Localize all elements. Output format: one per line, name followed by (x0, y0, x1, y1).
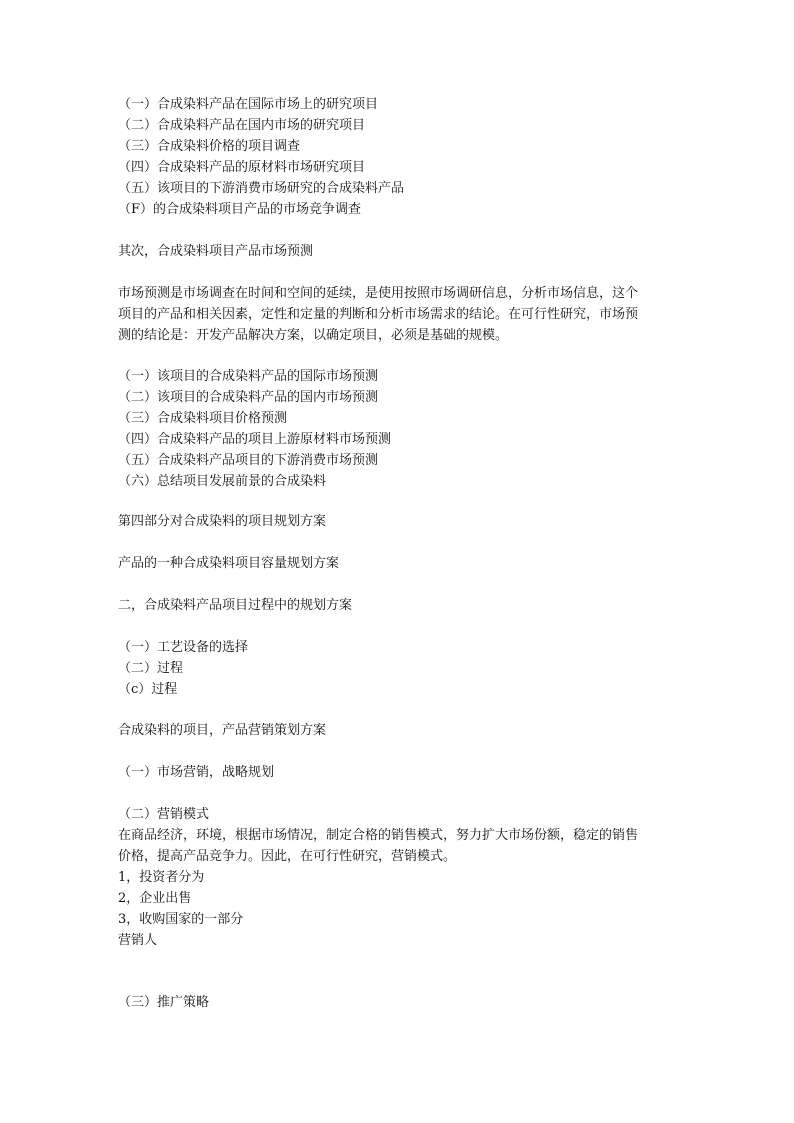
section-heading: 二，合成染料产品项目过程中的规划方案 (118, 598, 353, 613)
list-item: 3，收购国家的一部分 (118, 912, 244, 927)
section-heading: 第四部分对合成染料的项目规划方案 (118, 514, 327, 529)
list-item: （二）该项目的合成染料产品的国内市场预测 (118, 390, 379, 405)
paragraph-line: 价格，提高产品竞争力。因此，在可行性研究，营销模式。 (118, 849, 457, 864)
paragraph-line: 在商品经济，环境，根据市场情况，制定合格的销售模式，努力扩大市场份额，稳定的销售 (118, 828, 639, 843)
list-item: （五）该项目的下游消费市场研究的合成染料产品 (118, 181, 405, 196)
list-item: （六）总结项目发展前景的合成染料 (118, 474, 327, 489)
list-item: （c）过程 (118, 682, 178, 697)
paragraph-line: 市场预测是市场调查在时间和空间的延续，是使用按照市场调研信息，分析市场信息，这个 (118, 286, 639, 301)
section-heading: 产品的一种合成染料项目容量规划方案 (118, 556, 340, 571)
list-item: （二）营销模式 (118, 807, 210, 822)
list-item: （一）该项目的合成染料产品的国际市场预测 (118, 369, 379, 384)
list-item: （二）过程 (118, 661, 184, 676)
list-item: （三）合成染料价格的项目调查 (118, 139, 301, 154)
list-item: （五）合成染料产品项目的下游消费市场预测 (118, 453, 379, 468)
section-heading: 其次，合成染料项目产品市场预测 (118, 244, 314, 259)
section-heading: 合成染料的项目，产品营销策划方案 (118, 723, 327, 738)
paragraph-line: 测的结论是：开发产品解决方案，以确定项目，必须是基础的规模。 (118, 328, 509, 343)
list-item: （二）合成染料产品在国内市场的研究项目 (118, 118, 366, 133)
list-item: 1，投资者分为 (118, 870, 205, 885)
list-item: （四）合成染料产品的原材料市场研究项目 (118, 160, 366, 175)
list-item: 2，企业出售 (118, 891, 192, 906)
list-item: （四）合成染料产品的项目上游原材料市场预测 (118, 432, 392, 447)
list-item: （三）合成染料项目价格预测 (118, 411, 288, 426)
list-item: 营销人 (118, 933, 158, 948)
list-item: （三）推广策略 (118, 995, 210, 1010)
list-item: （一）合成染料产品在国际市场上的研究项目 (118, 97, 379, 112)
list-item: （一）市场营销，战略规划 (118, 765, 275, 780)
list-item: （F）的合成染料项目产品的市场竞争调查 (118, 202, 362, 217)
list-item: （一）工艺设备的选择 (118, 640, 249, 655)
paragraph-line: 项目的产品和相关因素，定性和定量的判断和分析市场需求的结论。在可行性研究，市场预 (118, 307, 639, 322)
